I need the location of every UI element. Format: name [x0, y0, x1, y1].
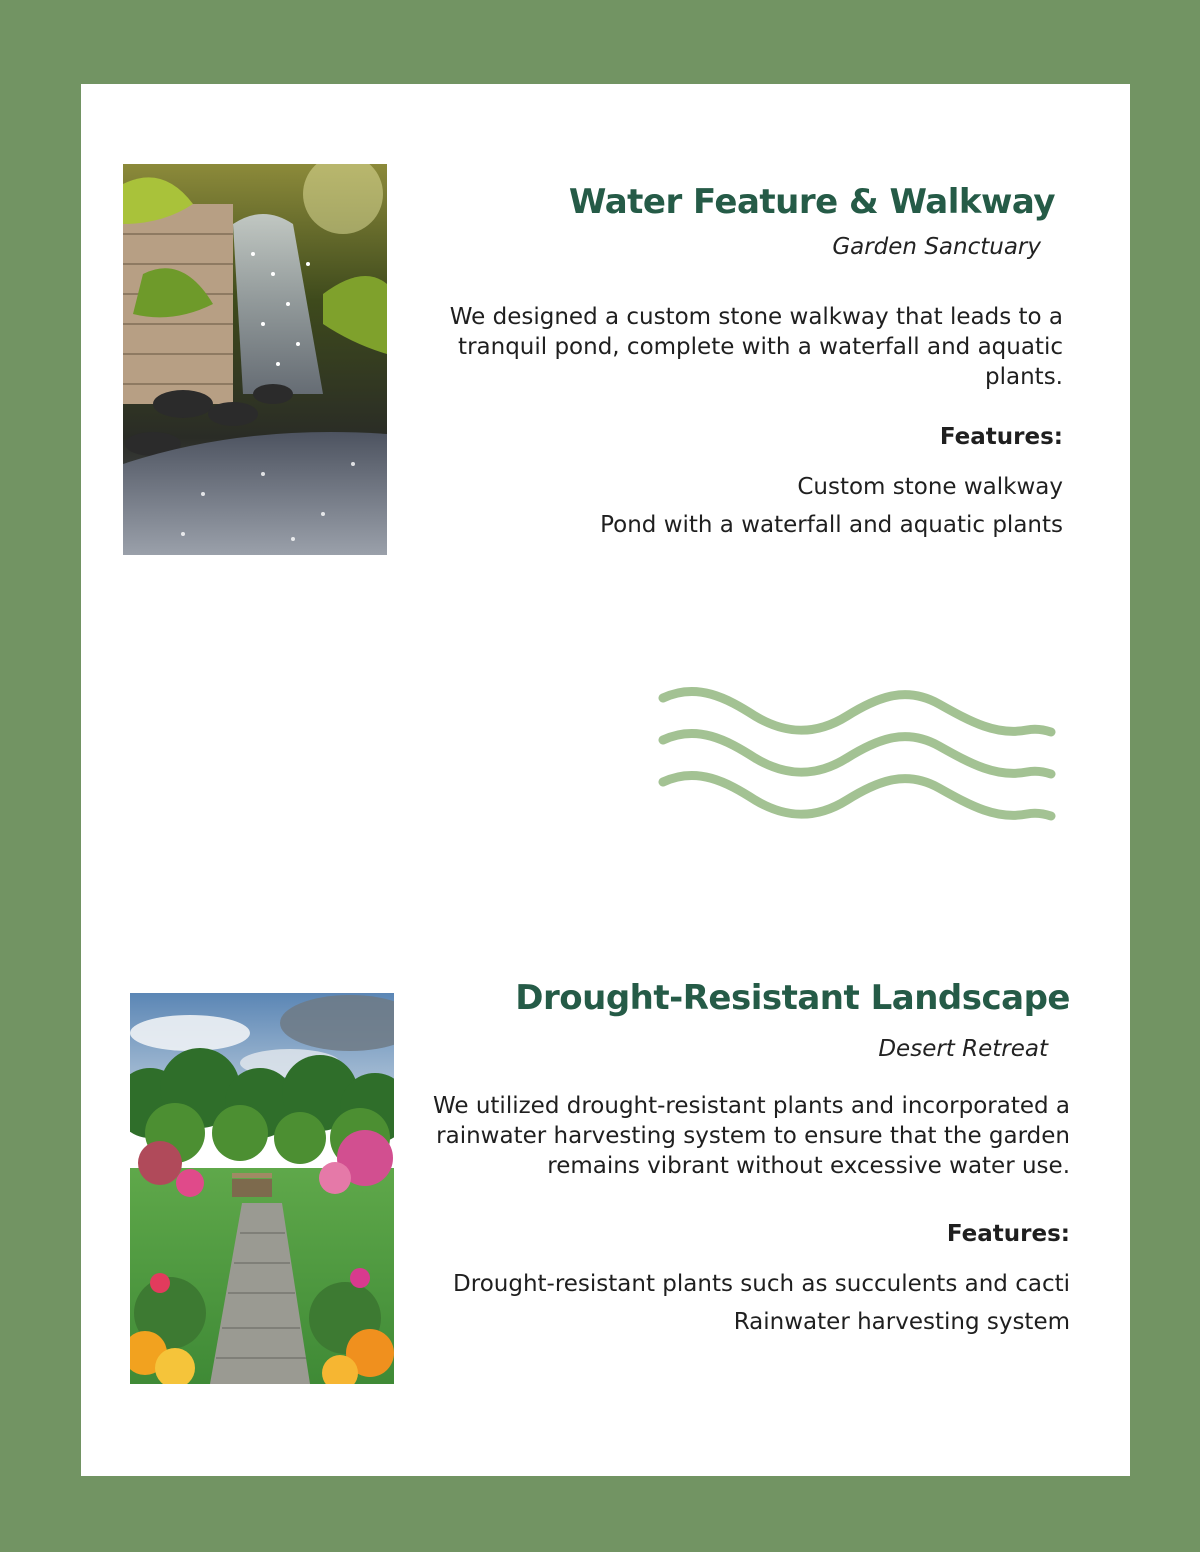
features-heading: Features: — [939, 424, 1063, 450]
feature-item: Pond with a waterfall and aquatic plants — [600, 512, 1063, 538]
project-drought-resistant — [430, 976, 1070, 1345]
brochure-page — [81, 84, 1130, 1476]
feature-item: Drought-resistant plants such as succulents and cacti — [453, 1271, 1070, 1297]
project-subtitle: Garden Sanctuary — [832, 234, 1041, 260]
wavy-lines-icon — [657, 684, 1061, 839]
project-description: We designed a custom stone walkway that leads to a tranquil pond, complete with a waterfall and aquatic plants. — [449, 304, 1063, 390]
waterfall-photo — [123, 164, 387, 555]
project-title: Water Feature & Walkway — [568, 182, 1055, 222]
project-description: We utilized drought-resistant plants and incorporated a rainwater harvesting system to ensure that the garden remains vibrant without excessive water use. — [432, 1093, 1070, 1179]
garden-path-photo — [130, 993, 394, 1384]
project-subtitle: Desert Retreat — [878, 1036, 1048, 1062]
features-heading: Features: — [946, 1221, 1070, 1247]
features-list — [430, 1269, 1070, 1337]
project-title: Drought-Resistant Landscape — [515, 978, 1070, 1018]
feature-item: Custom stone walkway — [797, 474, 1063, 500]
project-water-feature — [383, 180, 1063, 548]
feature-item: Rainwater harvesting system — [733, 1309, 1070, 1335]
features-list — [383, 472, 1063, 540]
